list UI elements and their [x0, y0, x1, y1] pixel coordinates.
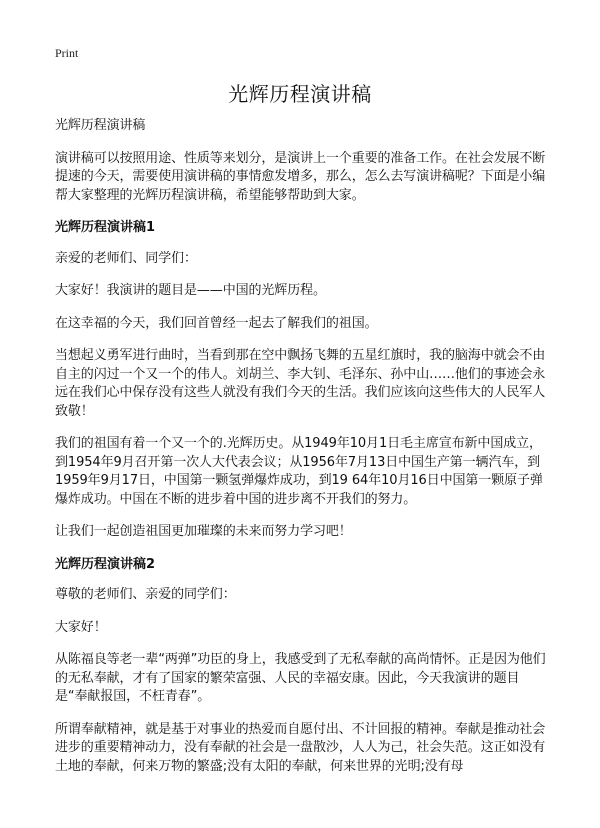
section1-paragraph: 当想起义勇军进行曲时，当看到那在空中飘扬飞舞的五星红旗时，我的脑海中就会不由自主的闪过一个又一个的伟人。刘胡兰、李大钊、毛泽东、孙中山……他们的事迹会永远在我们心中保存没有这些人就没有我们今天的生活。我们应该向这些伟大的人民军人致敬！	[55, 348, 546, 419]
section2-paragraph: 从陈福良等老一辈“两弹”功臣的身上，我感受到了无私奉献的高尚情怀。正是因为他们的无私奉献，才有了国家的繁荣富强、人民的幸福安康。因此，今天我演讲的题目是“奉献报国，不枉青春”。	[55, 652, 546, 704]
section1-paragraph: 我们的祖国有着一个又一个的.光辉历史。从1949年10月1日毛主席宣布新中国成立，到1954年9月召开第一次人大代表会议；从1956年7月13日中国生产第一辆汽车，到1959年9月17日，中国第一颗氢弹爆炸成功，到19 64年10月16日中国第一颗原子弹爆炸成功。中国在不断的进步着中国的进步离不开我们的努力。	[55, 436, 543, 507]
section1-paragraph: 亲爱的老师们、同学们：	[55, 250, 197, 266]
section-heading-1: 光辉历程演讲稿1	[55, 220, 156, 235]
print-label: Print	[55, 46, 79, 60]
section1-paragraph: 让我们一起创造祖国更加璀璨的未来而努力学习吧！	[55, 524, 352, 539]
document-body	[55, 117, 547, 790]
section1-paragraph: 大家好！我演讲的题目是——中国的光辉历程。	[55, 283, 326, 298]
section1-paragraph: 在这幸福的今天，我们回首曾经一起去了解我们的祖国。	[55, 315, 378, 331]
intro-subtitle: 光辉历程演讲稿	[55, 118, 146, 133]
section2-paragraph: 大家好！	[55, 619, 107, 635]
section2-paragraph: 尊敬的老师们、亲爱的同学们：	[55, 587, 236, 602]
section2-paragraph: 所谓奉献精神，就是基于对事业的热爱而自愿付出、不计回报的精神。奉献是推动社会进步的重要精神动力，没有奉献的社会是一盘散沙，人人为己，社会失范。这正如没有土地的奉献，何来万物的繁盛;没有太阳的奉献，何来世界的光明;没有母	[55, 721, 546, 774]
intro-paragraph: 演讲稿可以按照用途、性质等来划分，是演讲上一个重要的准备工作。在社会发展不断提速的今天，需要使用演讲稿的事情愈发增多，那么，怎么去写演讲稿呢？下面是小编帮大家整理的光辉历程演讲稿，希望能够帮助到大家。	[55, 150, 546, 203]
section-heading-2: 光辉历程演讲稿2	[55, 556, 156, 572]
page-title: 光辉历程演讲稿	[228, 82, 372, 106]
